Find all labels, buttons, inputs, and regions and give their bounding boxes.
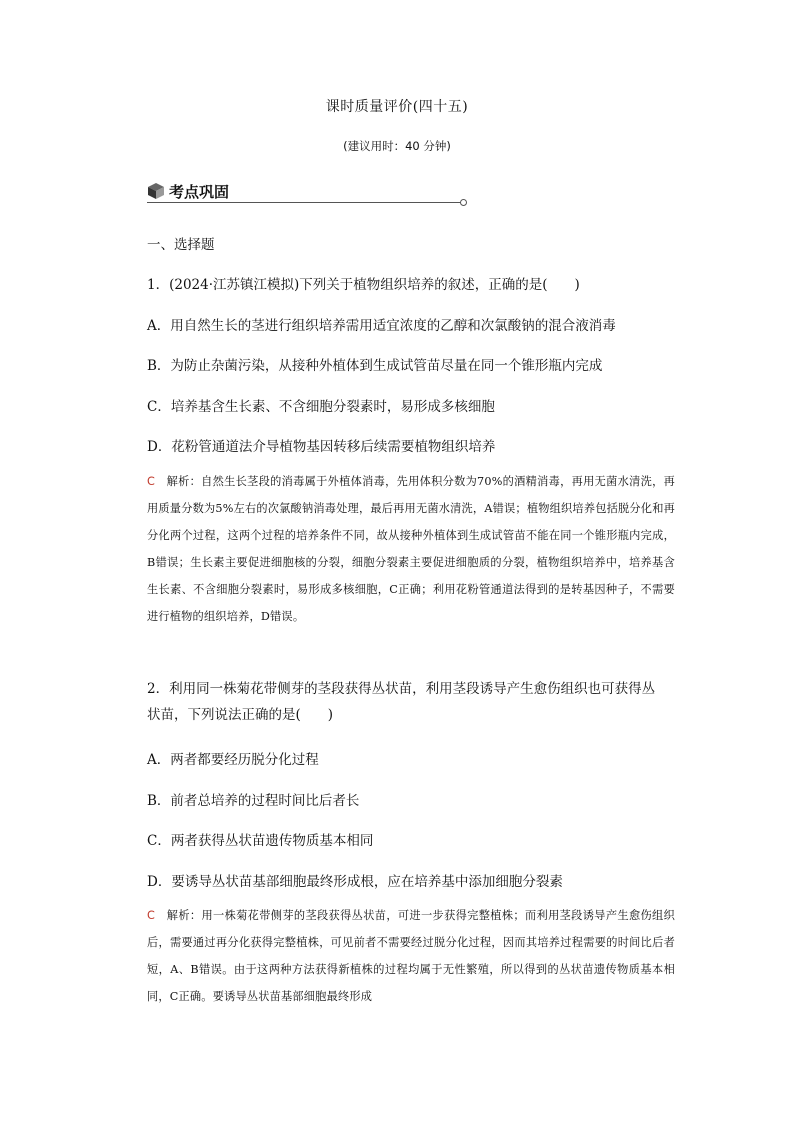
question-1-answer-key: C [147, 475, 156, 488]
page-title: 课时质量评价(四十五) [325, 99, 469, 115]
question-1-option-a: A．用自然生长的茎进行组织培养需用适宜浓度的乙醇和次氯酸钠的混合液消毒 [147, 318, 616, 334]
question-1-option-c: C．培养基含生长素、不含细胞分裂素时，易形成多核细胞 [147, 399, 495, 415]
section-divider-end [460, 199, 467, 206]
question-2-option-c: C．两者获得丛状苗遗传物质基本相同 [147, 833, 374, 849]
part-heading: 一、选择题 [147, 237, 215, 253]
question-2-option-a: A．两者都要经历脱分化过程 [147, 752, 319, 768]
question-2-stem: 2．利用同一株菊花带侧芽的茎段获得丛状苗，利用茎段诱导产生愈伤组织也可获得丛状苗，下列说法正确的是( ) [147, 681, 656, 723]
question-1-analysis: 解析：自然生长茎段的消毒属于外植体消毒，先用体积分数为70%的酒精消毒，再用无菌水清洗，再用质量分数为5%左右的次氯酸钠消毒处理，最后再用无菌水清洗，A错误；植物组织培养包括脱分化和再分化两个过程，这两个过程的培养条件不同，故从接种外植体到生成试管苗不能在同一个锥形瓶内完成，B错误；生长素主要促进细胞核的分裂，细胞分裂素主要促进细胞质的分裂，植物组织培养中，培养基含生长素、不含细胞分裂素时，易形成多核细胞，C正确；利用花粉管通道法得到的是转基因种子，不需要进行植物的组织培养，D错误。 [147, 475, 675, 623]
question-2-analysis: 解析：用一株菊花带侧芽的茎段获得丛状苗，可进一步获得完整植株；而利用茎段诱导产生愈伤组织后，需要通过再分化获得完整植株，可见前者不需要经过脱分化过程，因而其培养过程需要的时间比后者短，A、B错误。由于这两种方法获得新植株的过程均属于无性繁殖，所以得到的丛状苗遗传物质基本相同，C正确。要诱导丛状苗基部细胞最终形成 [147, 909, 675, 1003]
question-2-option-d: D．要诱导丛状苗基部细胞最终形成根，应在培养基中添加细胞分裂素 [147, 874, 563, 890]
section-header [147, 180, 467, 206]
question-1-answer [147, 468, 675, 630]
question-2-answer-key: C [147, 909, 156, 922]
cube-icon [147, 182, 165, 200]
section-divider [147, 202, 461, 203]
section-title: 考点巩固 [169, 183, 230, 201]
suggested-time: (建议用时：40 分钟) [343, 139, 451, 153]
question-2-option-b: B．前者总培养的过程时间比后者长 [147, 793, 360, 809]
question-1-option-b: B．为防止杂菌污染，从接种外植体到生成试管苗尽量在同一个锥形瓶内完成 [147, 358, 603, 374]
question-1-option-d: D．花粉管通道法介导植物基因转移后续需要植物组织培养 [147, 439, 496, 455]
question-1-stem: 1．(2024·江苏镇江模拟)下列关于植物组织培养的叙述，正确的是( ) [147, 277, 580, 293]
question-2-answer [147, 902, 675, 1010]
